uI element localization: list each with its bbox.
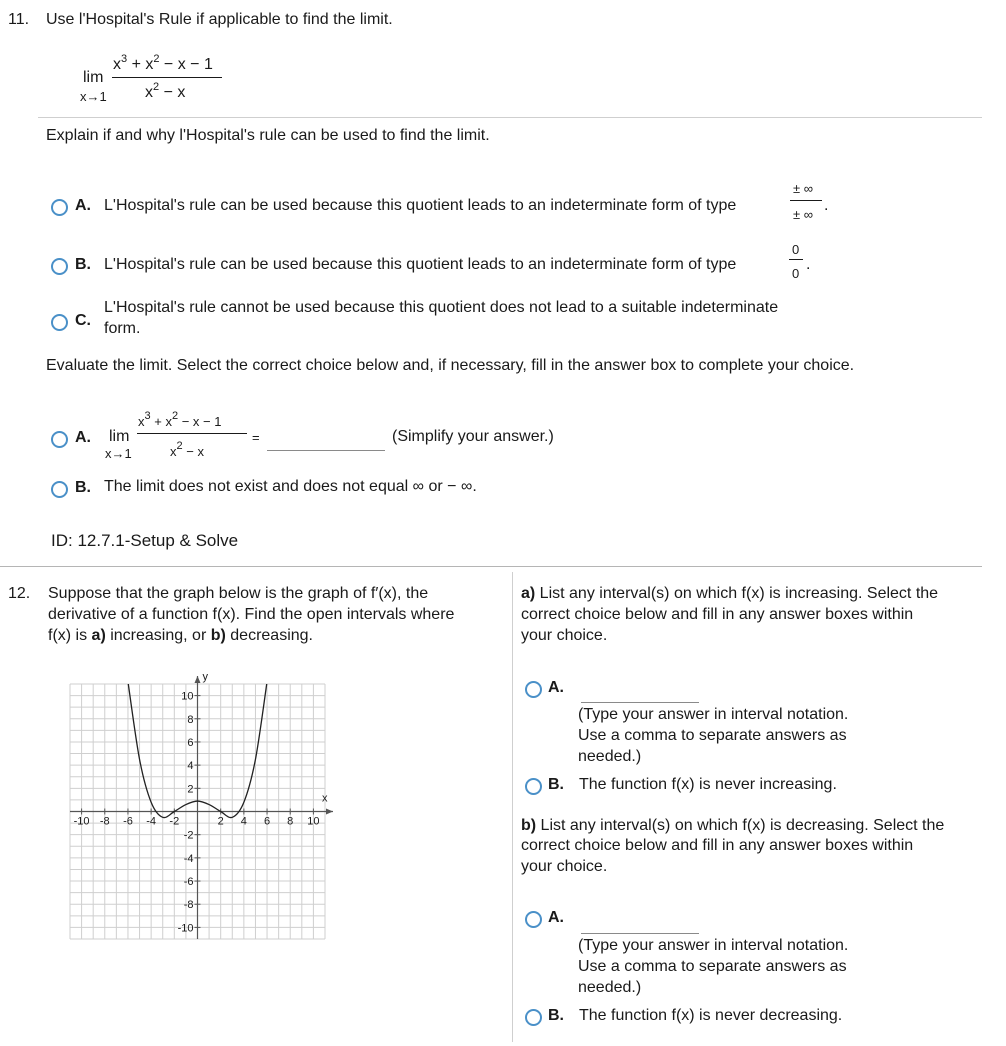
y-axis-arrow — [195, 676, 201, 683]
option-b-letter: B. — [75, 479, 91, 496]
hint-line3: needed.) — [578, 748, 642, 765]
y-tick-label: -8 — [183, 899, 194, 912]
x-tick-label: 10 — [307, 815, 320, 828]
hint-line3: needed.) — [578, 979, 642, 996]
option-a-form-denominator: ± ∞ — [793, 207, 814, 222]
x-tick-label: -10 — [73, 815, 90, 828]
y-tick-label: 6 — [187, 736, 194, 749]
limit-denominator: $x^2 - x$ — [170, 440, 204, 459]
q12-part-b-answer-input[interactable] — [581, 913, 699, 933]
option-c-text-line1: L'Hospital's rule cannot be used because this quotient does not lead to a suitable indeterminate — [104, 299, 779, 316]
y-tick-label: 4 — [187, 760, 194, 773]
q11-number: 11. — [8, 11, 30, 28]
q11-part2-option-b-radio[interactable] — [51, 481, 68, 498]
q12-part-a-answer-input[interactable] — [581, 682, 699, 702]
q12-prompt-line2: derivative of a function f(x). Find the open intervals where — [48, 606, 455, 623]
option-b-text: L'Hospital's rule can be used because this quotient leads to an indeterminate form of type — [104, 256, 737, 273]
q11-answer-input[interactable] — [267, 430, 385, 450]
q11-part1-option-b-radio[interactable] — [51, 258, 68, 275]
q11-part1-option-a-radio[interactable] — [51, 199, 68, 216]
q12-number: 12. — [8, 585, 31, 602]
q11-part1-option-c-radio[interactable] — [51, 314, 68, 331]
part-a-prompt-line3: your choice. — [521, 627, 608, 644]
q12-prompt-line1: Suppose that the graph below is the graph of f′(x), the — [48, 585, 429, 602]
answer-underline — [581, 702, 699, 703]
x-tick-label: 6 — [263, 815, 271, 828]
part-b-prompt-line3: your choice. — [521, 858, 608, 875]
lim-label: lim — [109, 428, 130, 445]
limit-denominator: $x^2 - x$ — [145, 81, 186, 101]
section-divider — [0, 566, 982, 567]
derivative-graph — [50, 664, 350, 964]
period: . — [824, 197, 829, 214]
option-a-letter: A. — [75, 429, 91, 446]
y-tick-label: 8 — [187, 713, 194, 726]
hint-line2: Use a comma to separate answers as — [578, 958, 847, 975]
period: . — [806, 256, 811, 273]
hint-line1: (Type your answer in interval notation. — [578, 706, 849, 723]
fraction-bar — [112, 77, 222, 78]
limit-numerator: $x^3 + x^2 - x - 1$ — [138, 410, 222, 429]
x-tick-label: -4 — [146, 815, 157, 828]
column-divider — [512, 572, 513, 1042]
lim-label: lim — [83, 69, 104, 86]
option-b-letter: B. — [548, 1007, 564, 1024]
x-tick-label: 2 — [217, 815, 224, 828]
q11-part2-option-a-radio[interactable] — [51, 431, 68, 448]
y-axis-label: y — [202, 671, 208, 683]
q12-part-a-option-b-radio[interactable] — [525, 778, 542, 795]
option-b-text: The function f(x) is never decreasing. — [579, 1007, 843, 1024]
x-tick-label: 8 — [287, 815, 294, 828]
option-a-text: L'Hospital's rule can be used because this quotient leads to an indeterminate form of type — [104, 197, 737, 214]
option-a-letter: A. — [75, 197, 91, 214]
lim-subscript: x→1 — [105, 446, 132, 461]
lim-subscript: x→1 — [80, 89, 107, 104]
q12-prompt-line3: f(x) is a) increasing, or b) decreasing. — [48, 627, 313, 644]
axes — [70, 676, 333, 939]
option-b-form-denominator: 0 — [792, 266, 800, 281]
y-tick-label: 10 — [181, 690, 194, 703]
option-c-letter: C. — [75, 312, 91, 329]
answer-underline — [581, 933, 699, 934]
hint-line2: Use a comma to separate answers as — [578, 727, 847, 744]
q11-part1-question: Explain if and why l'Hospital's rule can be used to find the limit. — [46, 127, 490, 144]
option-b-letter: B. — [75, 256, 91, 273]
x-tick-label: 4 — [240, 815, 247, 828]
x-axis-arrow — [326, 809, 333, 815]
form-fraction-bar — [790, 200, 822, 201]
question-id: ID: 12.7.1-Setup & Solve — [51, 531, 239, 550]
q12-part-b-option-a-radio[interactable] — [525, 911, 542, 928]
q11-prompt: Use l'Hospital's Rule if applicable to find the limit. — [46, 11, 393, 28]
y-tick-label: 2 — [187, 783, 194, 796]
x-tick-label: -2 — [169, 815, 180, 828]
q12-part-a-option-a-radio[interactable] — [525, 681, 542, 698]
option-a-letter: A. — [548, 909, 564, 926]
part-b-prompt-line2: correct choice below and fill in any answer boxes within — [521, 837, 914, 854]
x-axis-label: x — [322, 792, 328, 805]
q12-part-b-option-b-radio[interactable] — [525, 1009, 542, 1026]
option-a-form-numerator: ± ∞ — [793, 181, 814, 196]
part-b-prompt-line1: b) List any interval(s) on which f(x) is decreasing. Select the — [521, 817, 945, 834]
option-c-text-line2: form. — [104, 320, 141, 337]
option-a-letter: A. — [548, 679, 564, 696]
option-b-text: The limit does not exist and does not equal ∞ or − ∞. — [104, 478, 477, 495]
limit-numerator: $x^3 + x^2 - x - 1$ — [113, 53, 213, 73]
y-tick-label: -2 — [183, 829, 194, 842]
x-tick-label: -6 — [123, 815, 133, 828]
fraction-bar — [137, 433, 247, 434]
form-fraction-bar — [789, 259, 803, 260]
hint-line1: (Type your answer in interval notation. — [578, 937, 849, 954]
part-a-prompt-line1: a) List any interval(s) on which f(x) is increasing. Select the — [521, 585, 939, 602]
y-tick-label: -6 — [183, 876, 194, 889]
divider — [38, 117, 982, 118]
y-tick-label: -10 — [177, 922, 194, 935]
equals-sign: = — [252, 430, 260, 445]
option-b-letter: B. — [548, 776, 564, 793]
y-tick-label: -4 — [183, 852, 194, 865]
answer-underline — [267, 450, 385, 451]
q11-part2-question: Evaluate the limit. Select the correct choice below and, if necessary, fill in the answer box to complete your choice. — [46, 357, 855, 374]
option-b-text: The function f(x) is never increasing. — [579, 776, 837, 793]
x-tick-label: -8 — [99, 815, 110, 828]
part-a-prompt-line2: correct choice below and fill in any answer boxes within — [521, 606, 914, 623]
option-b-form-numerator: 0 — [792, 242, 800, 257]
simplify-hint: (Simplify your answer.) — [392, 428, 554, 445]
